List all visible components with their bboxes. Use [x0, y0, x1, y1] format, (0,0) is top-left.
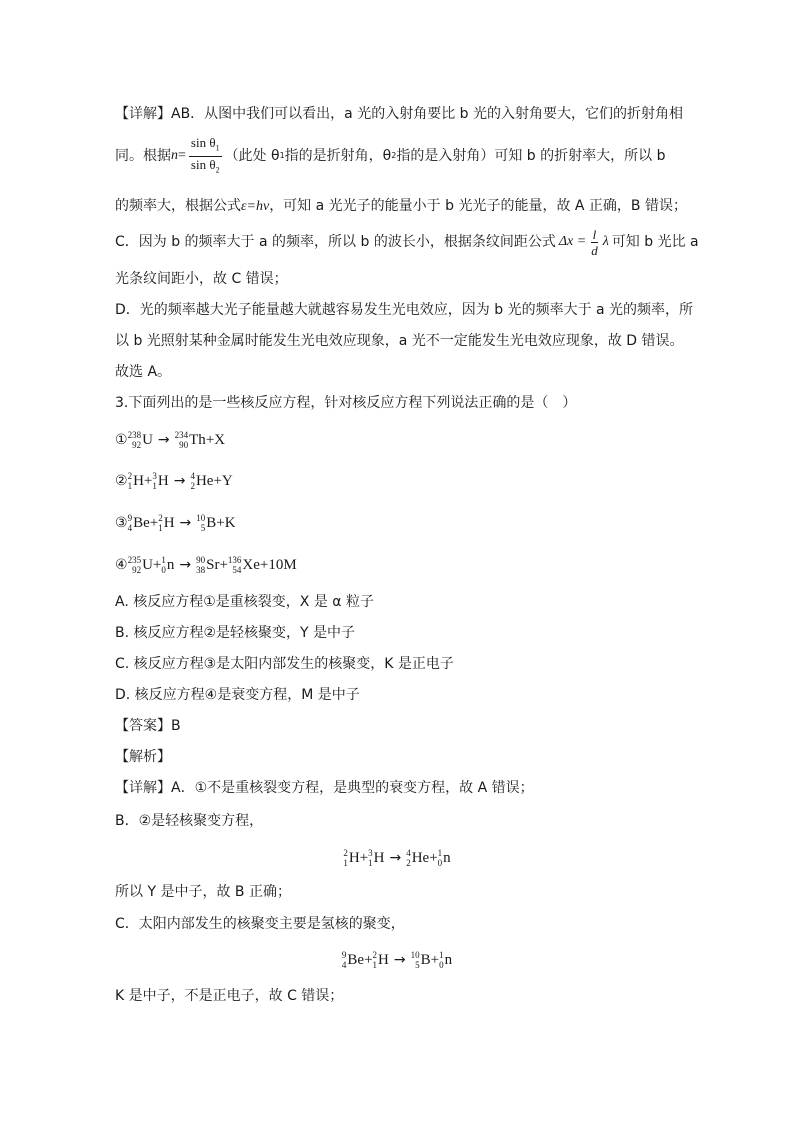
reaction-equation-2: [115, 467, 233, 495]
formula-dx: Δx =: [558, 234, 587, 249]
detail-text: 可知 b 光比 a: [611, 234, 699, 250]
option-c: C. 核反应方程③是太阳内部发生的核聚变，K 是正电子: [115, 656, 454, 672]
nuclide: [228, 555, 260, 575]
equation-rest: +X: [205, 432, 226, 448]
nuclide: [373, 949, 389, 971]
element-symbol: Xe: [242, 557, 260, 573]
fraction-numerator: l: [592, 226, 597, 242]
option-a: A. 核反应方程①是重核裂变，X 是 α 粒子: [115, 594, 374, 610]
refraction-fraction: [189, 135, 222, 177]
mass-number: 4: [190, 471, 195, 481]
energy-formula: ε=hν: [241, 199, 270, 214]
plus-sign: +: [364, 952, 373, 968]
answer-line: [115, 716, 181, 736]
nuclide: [411, 949, 431, 971]
element-symbol: n: [166, 557, 175, 573]
atomic-number: 2: [406, 858, 411, 868]
atomic-number: 1: [127, 481, 133, 491]
nuclide: [128, 555, 153, 575]
plus-sign: +: [149, 515, 159, 531]
element-symbol: H: [348, 850, 360, 866]
detail-line-8: 故选 A。: [115, 364, 172, 380]
element-symbol: H: [133, 473, 144, 489]
mass-number: 90: [196, 555, 206, 565]
atomic-number: 0: [437, 858, 443, 868]
detail-b-line: B．②是轻核聚变方程，: [115, 813, 264, 829]
detail-line-2: [115, 134, 666, 175]
detail-line-6: D．光的频率越大光子能量越大就越容易发生光电效应，因为 b 光的频率大于 a 光的频率，所: [115, 302, 694, 318]
formula-n: n: [171, 148, 178, 163]
fraction-numerator: [189, 135, 222, 157]
mass-number: 1: [161, 555, 166, 565]
formula-equals: =: [178, 148, 186, 163]
plus-sign: +: [430, 952, 440, 968]
detail-text: A．①不是重核裂变方程，是典型的衰变方程，故 A 错误；: [171, 780, 534, 796]
nuclide: [438, 847, 451, 869]
detail-line-7: 以 b 光照射某种金属时能发生光电效应现象，a 光不一定能发生光电效应现象，故 D 错误。: [115, 333, 684, 349]
fraction-denominator: [189, 157, 222, 178]
den-text: sin θ: [190, 156, 216, 172]
arrow-icon: →: [393, 952, 406, 968]
atomic-number: 2: [190, 481, 195, 491]
element-symbol: H: [163, 515, 175, 531]
question-stem: 3.下面列出的是一些核反应方程，针对核反应方程下列说法正确的是（ ）: [115, 395, 577, 411]
detail-line-3: [115, 196, 687, 217]
arrow-icon: →: [179, 515, 192, 531]
mass-number: 10: [196, 513, 206, 523]
element-symbol: H: [378, 952, 389, 968]
nuclide: [152, 471, 168, 491]
atomic-number: 4: [127, 523, 133, 533]
arrow-icon: →: [389, 850, 402, 866]
reaction-equation-4: [115, 551, 297, 579]
answer-value: B: [171, 718, 181, 734]
plus-sign: +: [219, 557, 228, 573]
answer-label: 【答案】: [115, 718, 171, 734]
atomic-number: 38: [196, 565, 206, 575]
nuclide: [439, 949, 452, 971]
element-symbol: H: [157, 473, 169, 489]
mass-number: 2: [372, 950, 378, 960]
den-sub: 2: [215, 165, 220, 175]
equation-number: ①: [115, 432, 128, 448]
detail-text: 指的是折射角，θ: [284, 148, 392, 164]
formula-lambda: λ: [602, 234, 609, 249]
detail-b2-line: 所以 Y 是中子，故 B 正确；: [115, 884, 291, 900]
equation-number: ②: [115, 473, 128, 489]
atomic-number: 1: [372, 960, 378, 970]
analysis-label: 【解析】: [115, 749, 171, 765]
detail-c-line: C．太阳内部发生的核聚变主要是氢核的聚变，: [115, 916, 405, 932]
element-symbol: n: [444, 952, 453, 968]
mass-number: 1: [439, 950, 444, 960]
element-symbol: U: [142, 432, 153, 448]
equation-number: ③: [115, 515, 128, 531]
atomic-number: 4: [341, 960, 347, 970]
nuclide: [175, 430, 206, 450]
fusion-equation-b: [0, 844, 794, 872]
detail-line-4: [115, 222, 699, 262]
detail-c2-line: K 是中子，不是正电子，故 C 错误；: [115, 988, 344, 1004]
nuclide: [128, 513, 150, 533]
detail-text: 同。根据: [115, 148, 171, 164]
reaction-equation-3: [115, 509, 236, 537]
nuclide: [196, 555, 219, 575]
element-symbol: U: [142, 557, 153, 573]
element-symbol: Sr: [206, 557, 220, 573]
element-symbol: He: [195, 473, 214, 489]
option-b: B. 核反应方程②是轻核聚变，Y 是中子: [115, 625, 356, 641]
detail-text: （此处 θ: [224, 148, 280, 164]
detail-text: 指的是入射角）可知 b 的折射率大，所以 b: [396, 148, 666, 164]
equation-number: ④: [115, 557, 128, 573]
nuclide: [128, 471, 144, 491]
mass-number: 234: [174, 430, 189, 440]
mass-number: 3: [368, 848, 373, 858]
fraction-denominator: d: [591, 242, 598, 258]
nuclide: [196, 513, 216, 533]
fusion-equation-c: [0, 946, 794, 974]
num-text: sin θ: [190, 134, 216, 150]
num-sub: 1: [215, 143, 220, 153]
mass-number: 238: [127, 430, 142, 440]
nuclide: [368, 847, 384, 869]
atomic-number: 1: [368, 858, 373, 868]
arrow-icon: →: [179, 557, 192, 573]
mass-number: 2: [343, 848, 348, 858]
element-symbol: Be: [133, 515, 150, 531]
mass-number: 2: [127, 471, 133, 481]
detail-text: ，可知 a 光光子的能量小于 b 光光子的能量，故 A 正确，B 错误；: [269, 198, 687, 214]
mass-number: 4: [406, 848, 411, 858]
detail-a-line: [115, 778, 534, 798]
mass-number: 3: [152, 471, 157, 481]
arrow-icon: →: [173, 473, 186, 489]
mass-number: 9: [341, 950, 347, 960]
plus-sign: +: [143, 473, 153, 489]
element-symbol: B: [420, 952, 431, 968]
element-symbol: B: [206, 515, 217, 531]
mass-number: 2: [158, 513, 163, 523]
detail-label: 【详解】: [115, 780, 171, 796]
mass-number: 235: [127, 555, 142, 565]
atomic-number: 5: [200, 523, 206, 533]
reaction-equation-1: [115, 426, 225, 454]
mass-number: 1: [437, 848, 443, 858]
nuclide: [128, 430, 153, 450]
nuclide: [161, 555, 174, 575]
atomic-number: 1: [152, 481, 157, 491]
fringe-fraction: [589, 227, 600, 258]
atomic-number: 92: [132, 565, 142, 575]
nuclide: [158, 513, 174, 533]
mass-number: 9: [127, 513, 133, 523]
plus-sign: +: [359, 850, 369, 866]
equation-rest: +K: [216, 515, 236, 531]
mass-number: 136: [227, 555, 242, 565]
atomic-number: 5: [415, 960, 420, 970]
nuclide: [190, 471, 213, 491]
atomic-number: 90: [179, 440, 189, 450]
theta-sub: 1: [279, 151, 285, 160]
element-symbol: n: [443, 850, 451, 866]
theta-sub: 2: [391, 151, 397, 160]
atomic-number: 0: [439, 960, 444, 970]
equation-rest: +Y: [213, 473, 233, 489]
atomic-number: 0: [161, 565, 166, 575]
element-symbol: He: [411, 850, 430, 866]
atomic-number: 1: [343, 858, 348, 868]
element-symbol: Th: [189, 432, 206, 448]
atomic-number: 1: [158, 523, 163, 533]
equation-rest: +10M: [259, 557, 297, 573]
atomic-number: 54: [232, 565, 242, 575]
element-symbol: Be: [347, 952, 365, 968]
plus-sign: +: [152, 557, 162, 573]
nuclide: [342, 949, 364, 971]
plus-sign: +: [429, 850, 438, 866]
nuclide: [406, 847, 429, 869]
mass-number: 10: [410, 950, 420, 960]
detail-text: 的频率大，根据公式: [115, 198, 241, 214]
option-d: D. 核反应方程④是衰变方程，M 是中子: [115, 687, 360, 703]
detail-line-1: [115, 104, 683, 124]
detail-text: C．因为 b 的频率大于 a 的频率，所以 b 的波长小，根据条纹间距公式: [115, 234, 556, 250]
arrow-icon: →: [157, 432, 170, 448]
element-symbol: H: [373, 850, 385, 866]
detail-text: AB．从图中我们可以看出，a 光的入射角要比 b 光的入射角要大，它们的折射角相: [171, 106, 683, 122]
nuclide: [343, 847, 359, 869]
detail-label: 【详解】: [115, 106, 171, 122]
detail-line-5: 光条纹间距小，故 C 错误；: [115, 271, 288, 287]
atomic-number: 92: [132, 440, 142, 450]
